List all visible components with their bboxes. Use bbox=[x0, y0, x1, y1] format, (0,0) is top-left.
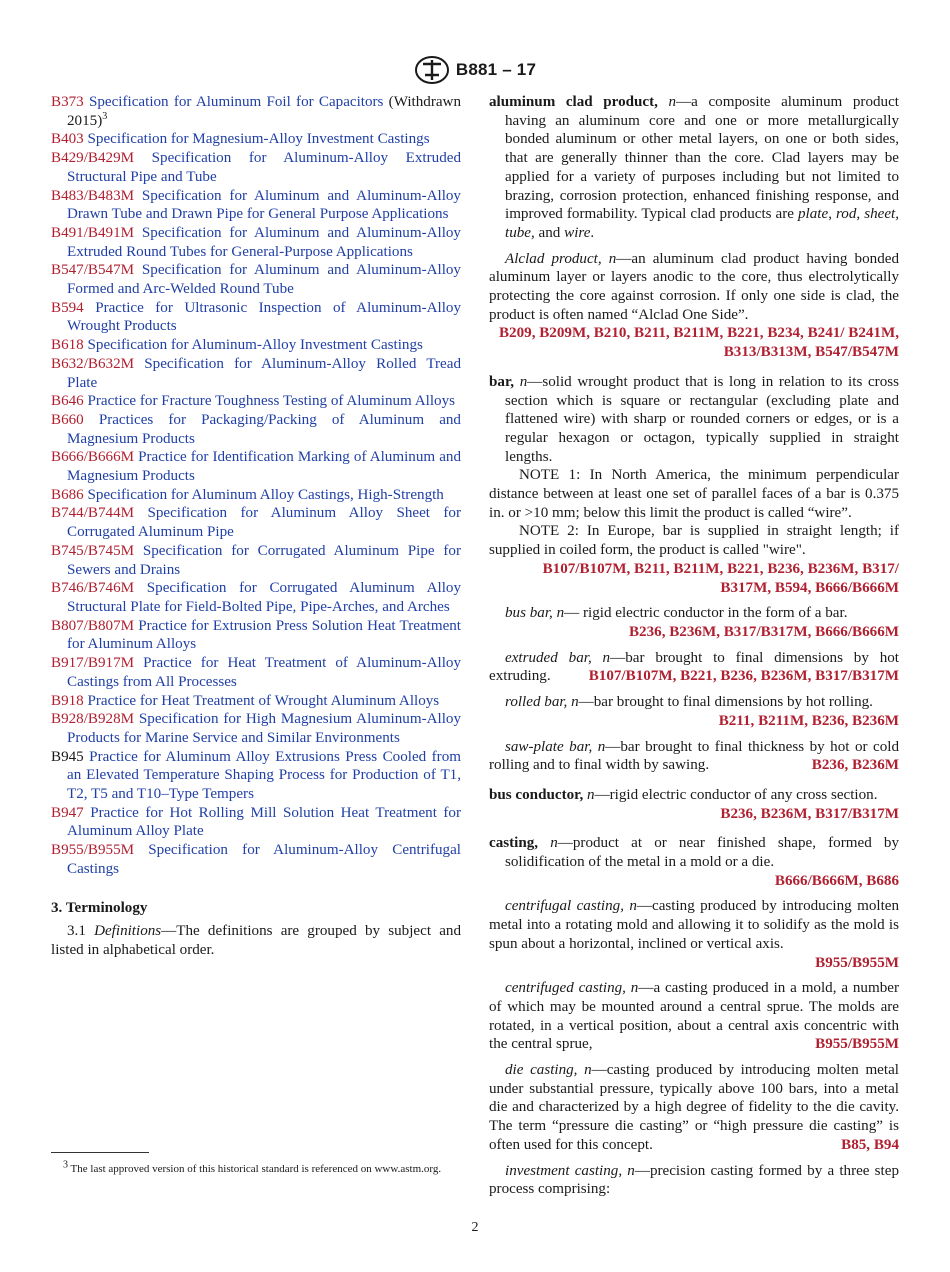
term: bus conductor, bbox=[489, 786, 584, 803]
term: die casting, n bbox=[505, 1062, 592, 1079]
definition-text: —casting produced by introducing molten metal under substantial pressure, typically above 100 bars, into a metal die and characterized by a high degree of fidelity to the die cavity. The term “pressure die casting” or “high pressure die casting” is often used for this concept. bbox=[489, 1062, 899, 1153]
reference-item bbox=[51, 542, 461, 579]
casting-references[interactable]: B666/B666M, B686 bbox=[774, 872, 899, 889]
punctuation: . bbox=[590, 224, 595, 241]
reference-code[interactable]: B618 bbox=[51, 337, 84, 354]
reference-title[interactable]: Specification for Aluminum and Aluminum-Alloy Extruded Round Tubes for General-Purpose Applications bbox=[67, 224, 461, 260]
right-column bbox=[489, 93, 899, 1199]
reference-item bbox=[51, 355, 461, 392]
reference-code[interactable]: B746/B746M bbox=[51, 580, 135, 597]
section-heading: 3. Terminology bbox=[51, 899, 148, 916]
alclad-references[interactable]: B209, B209M, B210, B211, B211M, B221, B234, B241/ B241M, B313/B313M, B547/B547M bbox=[498, 325, 899, 361]
reference-code[interactable]: B594 bbox=[51, 299, 84, 316]
reference-item bbox=[51, 392, 461, 411]
definition-extruded-bar bbox=[489, 649, 899, 686]
term: Alclad product, n bbox=[505, 250, 617, 267]
reference-code[interactable]: B945 bbox=[51, 748, 84, 765]
reference-code[interactable]: B429/B429M bbox=[51, 150, 135, 167]
term: extruded bar, n bbox=[505, 649, 611, 666]
reference-item bbox=[51, 748, 461, 804]
term: casting, bbox=[489, 835, 539, 852]
connector-text: , and bbox=[531, 224, 565, 241]
footnote-reference[interactable]: 3 bbox=[102, 110, 108, 122]
reference-code[interactable]: B807/B807M bbox=[51, 617, 135, 634]
definition-rolled-bar bbox=[489, 693, 899, 712]
page-number: 2 bbox=[471, 1220, 479, 1235]
reference-item bbox=[51, 617, 461, 654]
term: bar, bbox=[489, 373, 515, 390]
reference-code[interactable]: B928/B928M bbox=[51, 711, 135, 728]
reference-item bbox=[51, 448, 461, 485]
definition-casting bbox=[489, 834, 899, 871]
example-term: plate bbox=[798, 206, 829, 223]
reference-code[interactable]: B547/B547M bbox=[51, 262, 135, 279]
reference-item bbox=[51, 579, 461, 616]
pos: n bbox=[519, 373, 528, 390]
reference-item bbox=[51, 841, 461, 878]
reference-item bbox=[51, 486, 461, 505]
reference-item bbox=[51, 654, 461, 691]
definition-bus-bar bbox=[489, 604, 899, 623]
reference-code[interactable]: B955/B955M bbox=[51, 842, 135, 859]
reference-code[interactable]: B646 bbox=[51, 393, 84, 410]
footnote-rule bbox=[51, 1152, 149, 1153]
footnote-text: The last approved version of this historical standard is referenced on www.astm.org. bbox=[68, 1163, 442, 1175]
definition-text: —solid wrought product that is long in relation to its cross section which is square or rectangular (excluding plate and flattened wire) with sharp or rounded corners or edges, or is a regular hexagon or octagon, typically supplied in straight lengths. bbox=[505, 373, 899, 465]
definition-text: —bar brought to final thickness by hot or cold rolling and to final width by sawing. bbox=[489, 738, 899, 774]
reference-title[interactable]: Practice for Identification Marking of Aluminum and Magnesium Products bbox=[67, 449, 461, 485]
reference-item bbox=[51, 130, 461, 149]
definition-bus-conductor bbox=[489, 786, 899, 822]
definition-text: —bar brought to final dimensions by hot extruding. bbox=[489, 649, 900, 685]
example-term: rod bbox=[835, 206, 857, 223]
reference-title[interactable]: Specification for Corrugated Aluminum Alloy Structural Plate for Field-Bolted Pipe, Pipe-Arches, and Arches bbox=[67, 580, 461, 615]
reference-code[interactable]: B947 bbox=[51, 804, 84, 821]
reference-code[interactable]: B491/B491M bbox=[51, 224, 135, 241]
definition-text: —product at or near finished shape, formed by solidification of the metal in a mold or a die. bbox=[505, 835, 900, 871]
example-term: tube bbox=[505, 224, 531, 241]
definition-saw-plate-bar bbox=[489, 738, 899, 775]
reference-title[interactable]: Specification for High Magnesium Aluminum-Alloy Products for Marine Service and Similar Environments bbox=[67, 711, 461, 746]
reference-title[interactable]: Specification for Corrugated Aluminum Pipe for Sewers and Drains bbox=[67, 542, 461, 578]
term: centrifugal casting, n bbox=[505, 898, 637, 915]
example-term: wire bbox=[564, 224, 591, 241]
standard-designation: B881 – 17 bbox=[455, 60, 537, 79]
definition-centrifugal-casting bbox=[489, 897, 899, 953]
reference-title[interactable]: Practice for Ultrasonic Inspection of Aluminum-Alloy Wrought Products bbox=[67, 299, 461, 335]
reference-item bbox=[51, 93, 461, 130]
reference-title[interactable]: Practice for Aluminum Alloy Extrusions Press Cooled from an Elevated Temperature Shaping Process for Production of T1, T2, T5 and T10–Type Tempers bbox=[67, 748, 461, 803]
definition-aluminum-clad-product: aluminum clad product, n—a composite aluminum product having an aluminum core and one or more metallurgically bonded aluminum or other metal layers, on one or both sides, that are generally thinner than the core. Clad layers may be applied for a variety of purposes including but not limited to brazing, corrosion protection, enhanced finishing response, and improved formability. Typical clad products are plate, rod, sheet, tube, and wire. bbox=[489, 94, 899, 241]
reference-item bbox=[51, 261, 461, 298]
reference-code[interactable]: B666/B666M bbox=[51, 449, 135, 466]
reference-title[interactable]: Practice for Hot Rolling Mill Solution Heat Treatment for Aluminum Alloy Plate bbox=[67, 804, 462, 840]
reference-code[interactable]: B918 bbox=[51, 692, 84, 709]
definitions-text: —The definitions are grouped by subject and listed in alphabetical order. bbox=[51, 923, 462, 958]
left-column bbox=[51, 93, 461, 960]
footnote-mark: 3 bbox=[63, 1159, 68, 1171]
reference-item bbox=[51, 187, 461, 224]
reference-title[interactable]: Practice for Fracture Toughness Testing of Aluminum Alloys bbox=[87, 393, 455, 410]
definition-alclad-product bbox=[489, 250, 899, 325]
pos: n bbox=[668, 94, 677, 110]
definition-text: —rigid electric conductor of any cross section. bbox=[594, 786, 878, 803]
reference-item bbox=[51, 224, 461, 261]
bar-references[interactable]: B107/B107M, B211, B211M, B221, B236, B236M, B317/ B317M, B594, B666/B666M bbox=[542, 560, 899, 596]
reference-title[interactable]: Practice for Heat Treatment of Wrought Aluminum Alloys bbox=[87, 692, 440, 709]
centrifuged-casting-references[interactable]: B955/B955M bbox=[815, 1036, 899, 1053]
reference-title[interactable]: Specification for Magnesium-Alloy Investment Castings bbox=[87, 131, 430, 148]
reference-code[interactable]: B917/B917M bbox=[51, 655, 135, 672]
definition-text: —a casting produced in a mold, a number of which may be mounted around a central sprue. The molds are rotated, in a vertical position, about a central axis concentric with the central sprue, bbox=[489, 980, 899, 1053]
term: centrifuged casting, n bbox=[505, 980, 639, 997]
reference-title[interactable]: Specification for Aluminum and Aluminum-Alloy Formed and Arc-Welded Round Tube bbox=[67, 262, 461, 298]
reference-item bbox=[51, 411, 461, 448]
reference-code[interactable]: B373 bbox=[51, 94, 84, 110]
reference-code[interactable]: B744/B744M bbox=[51, 505, 135, 522]
term: bus bar, n bbox=[505, 605, 565, 622]
reference-title[interactable]: Specification for Aluminum-Alloy Centrifugal Castings bbox=[67, 842, 461, 877]
bus-bar-references[interactable]: B236, B236M, B317/B317M, B666/B666M bbox=[628, 623, 899, 640]
astm-logo-icon bbox=[414, 55, 450, 85]
reference-code[interactable]: B403 bbox=[51, 131, 84, 148]
definition-text: —precision casting formed by a three step process comprising: bbox=[489, 1162, 899, 1198]
definition-text: —an aluminum clad product having bonded aluminum layer or layers anodic to the core, thus electrolytically protecting the core against corrosion. If only one side is clad, the product is often named “Alclad One Side”. bbox=[489, 250, 899, 323]
definitions-paragraph bbox=[51, 922, 461, 959]
centrifugal-casting-references[interactable]: B955/B955M bbox=[815, 954, 899, 971]
reference-item bbox=[51, 336, 461, 355]
pos: n bbox=[587, 786, 595, 803]
term: saw-plate bar, n bbox=[505, 738, 606, 755]
definition-die-casting bbox=[489, 1061, 899, 1155]
definition-bar bbox=[489, 373, 899, 467]
reference-title[interactable]: Practices for Packaging/Packing of Aluminum and Magnesium Products bbox=[67, 411, 461, 447]
reference-code[interactable]: B632/B632M bbox=[51, 355, 135, 372]
reference-title[interactable]: Practice for Heat Treatment of Aluminum-Alloy Castings from All Processes bbox=[67, 655, 461, 690]
note-2: NOTE 2: In Europe, bar is supplied in straight length; if supplied in coiled form, the product is called "wire". bbox=[489, 523, 899, 559]
reference-status: (Withdrawn 2015) bbox=[67, 94, 461, 129]
reference-item bbox=[51, 804, 461, 841]
reference-item bbox=[51, 504, 461, 541]
reference-item bbox=[51, 692, 461, 711]
bus-conductor-references[interactable]: B236, B236M, B317/B317M bbox=[720, 805, 899, 822]
term: investment casting, n bbox=[505, 1162, 635, 1179]
definition-text: — rigid electric conductor in the form of a bar. bbox=[564, 605, 848, 622]
saw-plate-bar-references[interactable]: B236, B236M bbox=[811, 757, 899, 774]
reference-title[interactable]: Practice for Extrusion Press Solution Heat Treatment for Aluminum Alloys bbox=[67, 617, 462, 653]
definition-text: —bar brought to final dimensions by hot rolling. bbox=[578, 694, 873, 711]
reference-code[interactable]: B686 bbox=[51, 486, 84, 503]
example-term: sheet bbox=[864, 206, 896, 223]
definition-centrifuged-casting bbox=[489, 979, 899, 1054]
term: aluminum clad product, bbox=[489, 94, 658, 110]
note-1: NOTE 1: In North America, the minimum perpendicular distance between at least one set of parallel faces of a bar is 0.375 in. or >10 mm; below this limit the product is called “wire”. bbox=[489, 467, 899, 521]
reference-item bbox=[51, 710, 461, 747]
extruded-bar-references[interactable]: B107/B107M, B221, B236, B236M, B317/B317M bbox=[588, 668, 899, 685]
page-header bbox=[0, 55, 950, 85]
section-number: 3.1 bbox=[67, 923, 95, 940]
footnote bbox=[51, 1159, 461, 1177]
reference-code[interactable]: B483/B483M bbox=[51, 187, 135, 204]
reference-title[interactable]: Specification for Aluminum Alloy Sheet for Corrugated Aluminum Pipe bbox=[67, 505, 461, 541]
reference-code[interactable]: B660 bbox=[51, 411, 84, 428]
rolled-bar-references[interactable]: B211, B211M, B236, B236M bbox=[718, 712, 899, 729]
reference-title[interactable]: Specification for Aluminum Alloy Castings, High-Strength bbox=[87, 486, 444, 503]
pos: n bbox=[550, 835, 558, 852]
die-casting-references[interactable]: B85, B94 bbox=[841, 1136, 899, 1153]
definition-text: —casting produced by introducing molten metal into a rotating mold and allowing it to solidify as the mold is spun about a horizontal, inclined or vertical axis. bbox=[489, 898, 900, 952]
term: rolled bar, n bbox=[505, 694, 579, 711]
reference-title[interactable]: Specification for Aluminum-Alloy Rolled Tread Plate bbox=[67, 355, 461, 391]
reference-title[interactable]: Specification for Aluminum-Alloy Investment Castings bbox=[87, 337, 423, 354]
definition-investment-casting bbox=[489, 1162, 899, 1199]
definitions-label: Definitions bbox=[94, 923, 162, 940]
reference-code[interactable]: B745/B745M bbox=[51, 542, 135, 559]
reference-item bbox=[51, 149, 461, 186]
reference-title[interactable]: Specification for Aluminum Foil for Capacitors bbox=[88, 94, 384, 110]
referenced-documents-list bbox=[51, 93, 461, 879]
reference-title[interactable]: Specification for Aluminum and Aluminum-Alloy Drawn Tube and Drawn Pipe for General Purpose Applications bbox=[67, 187, 461, 223]
reference-title[interactable]: Specification for Aluminum-Alloy Extruded Structural Pipe and Tube bbox=[67, 150, 461, 185]
definition-text: —a composite aluminum product having an aluminum core and one or more metallurgically bonded aluminum or other metal layers, on one or both sides, that are generally thinner than the core. Clad layers may be applied for a variety of purposes including but not limited to brazing, corrosion protection, enhanced finishing response, and improved formability. Typical clad products are bbox=[505, 94, 899, 223]
reference-item bbox=[51, 299, 461, 336]
